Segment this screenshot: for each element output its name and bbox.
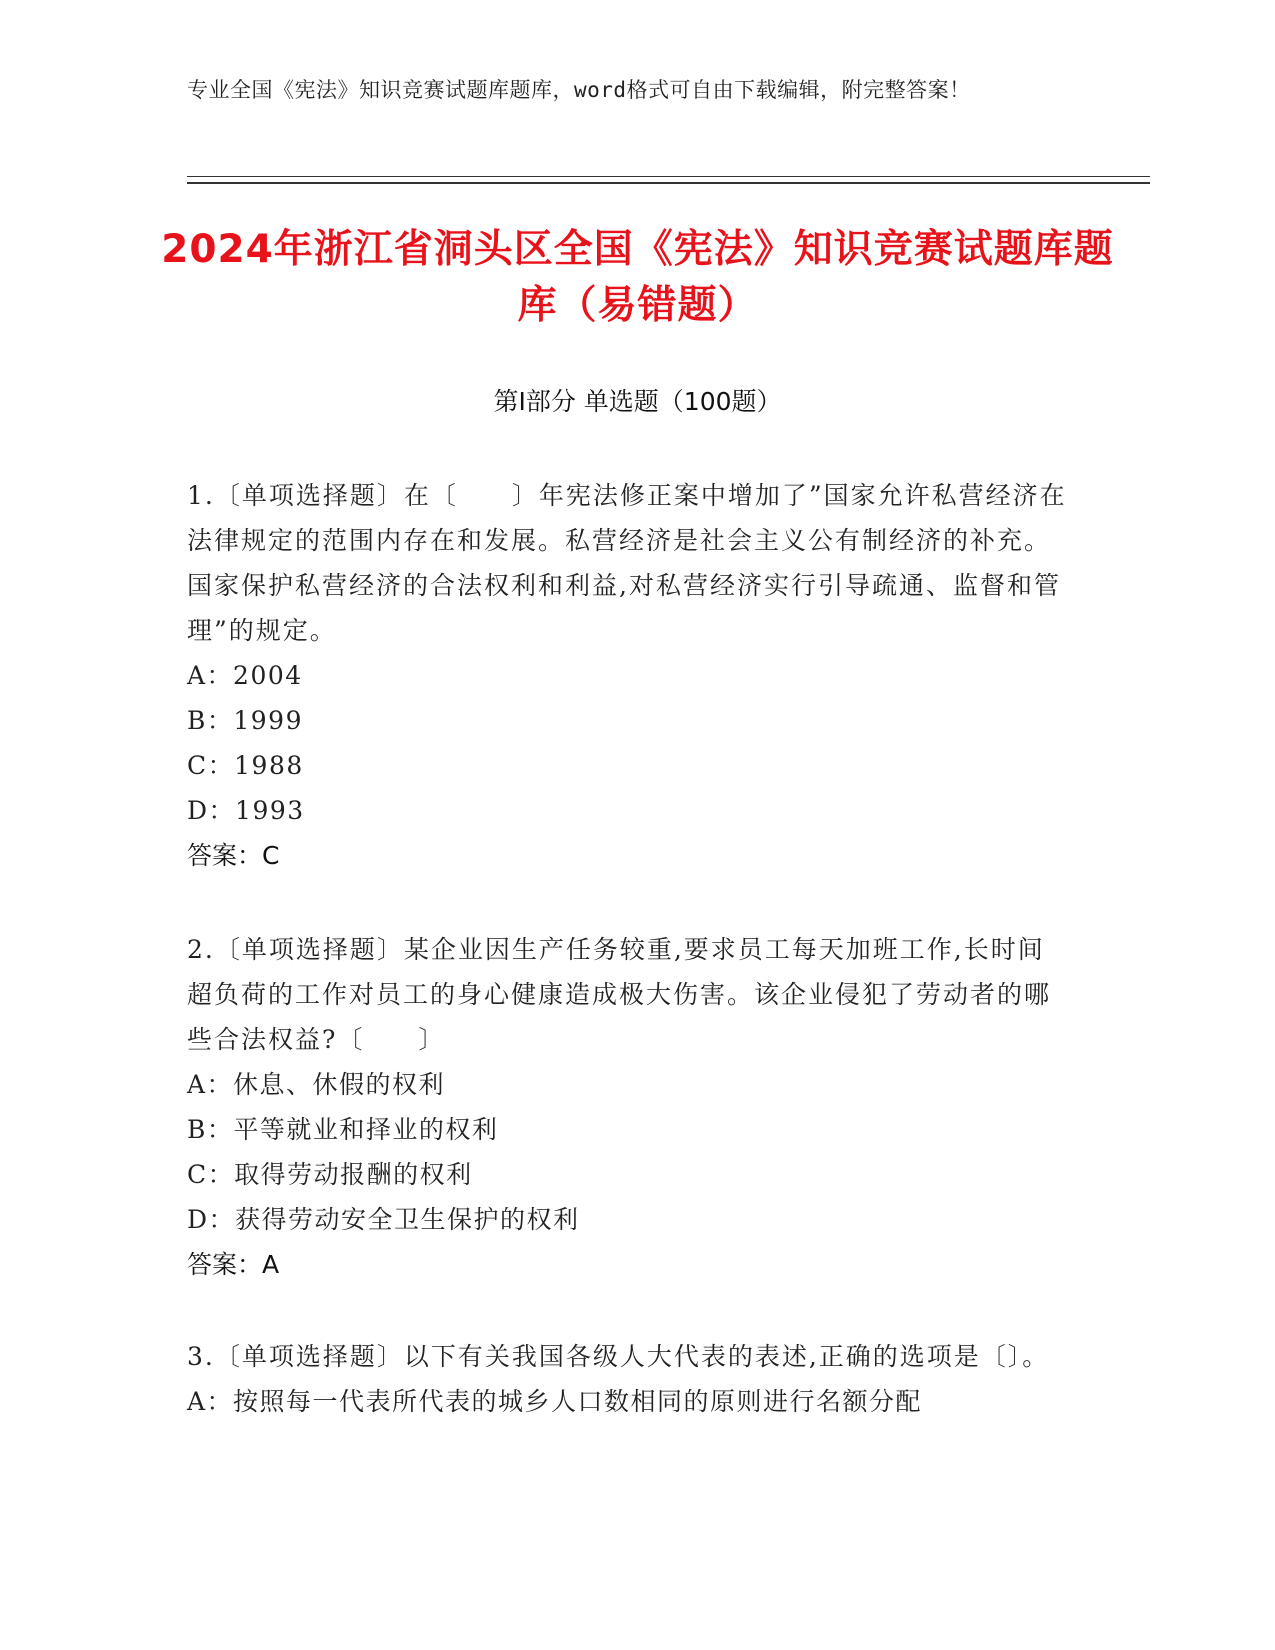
answer: 答案：A <box>187 1250 280 1279</box>
option-c: C：取得劳动报酬的权利 <box>187 1160 473 1189</box>
question-1 <box>187 473 1067 878</box>
option-a: A：2004 <box>187 661 303 690</box>
question-text: 2.〔单项选择题〕某企业因生产任务较重,要求员工每天加班工作,长时间超负荷的工作对员工的身心健康造成极大伤害。该企业侵犯了劳动者的哪些合法权益?〔 〕 <box>187 935 1052 1054</box>
answer: 答案：C <box>187 841 280 870</box>
question-2 <box>187 927 1067 1287</box>
header-divider-thick <box>187 182 1150 184</box>
question-text: 1.〔单项选择题〕在〔 〕年宪法修正案中增加了”国家允许私营经济在法律规定的范围内存在和发展。私营经济是社会主义公有制经济的补充。国家保护私营经济的合法权利和利益,对私营经济实行引导疏通、监督和管理”的规定。 <box>187 481 1067 645</box>
option-d: D：1993 <box>187 796 305 825</box>
question-text: 3.〔单项选择题〕以下有关我国各级人大代表的表述,正确的选项是〔〕。 <box>187 1342 1050 1371</box>
header-note: 专业全国《宪法》知识竞赛试题库题库，word格式可自由下载编辑，附完整答案！ <box>187 78 971 102</box>
header-divider-thin <box>187 176 1150 177</box>
option-b: B：平等就业和择业的权利 <box>187 1115 499 1144</box>
option-d: D：获得劳动安全卫生保护的权利 <box>187 1205 580 1234</box>
document-title: 2024年浙江省洞头区全国《宪法》知识竞赛试题库题库（易错题） <box>161 227 1114 328</box>
question-3 <box>187 1334 1067 1424</box>
option-a: A：按照每一代表所代表的城乡人口数相同的原则进行名额分配 <box>187 1387 923 1416</box>
option-a: A：休息、休假的权利 <box>187 1070 446 1099</box>
option-c: C：1988 <box>187 751 304 780</box>
option-b: B：1999 <box>187 706 303 735</box>
section-heading: 第Ⅰ部分 单选题（100题） <box>493 387 782 416</box>
